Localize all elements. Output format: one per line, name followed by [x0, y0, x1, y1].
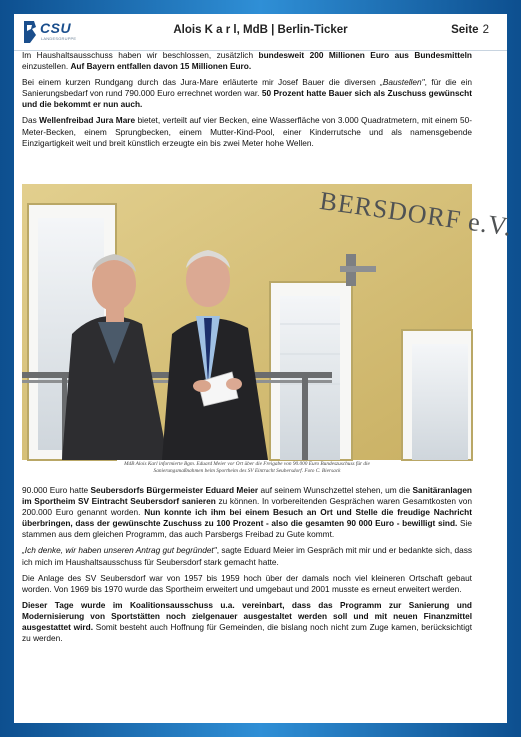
- photo-caption-line-1: MdB Alois Karl informierte Bgm. Eduard Meier vor Ort über die Freigabe von 90.000 Euro Bundeszuschuss für die: [124, 461, 370, 467]
- page-label: Seite: [451, 24, 479, 36]
- page-header: [14, 14, 507, 51]
- article-text-bottom: [22, 485, 472, 649]
- newsletter-title: Alois K a r l, MdB | Berlin-Ticker: [173, 24, 348, 36]
- page-number: 2: [482, 24, 489, 36]
- text-run: einzustellen.: [22, 61, 71, 72]
- bold-text: 50 Prozent hatte Bauer sich als Zuschuss gewünscht und die bekommt er nun auch.: [22, 88, 473, 110]
- text-run: , sagte Eduard Meier im Gespräch mit mir und er bedankte sich, dass ich mich im Haushaltsausschuss für Seubersdorf stark gemacht hatte.: [22, 545, 473, 567]
- article-paragraph: [22, 485, 472, 540]
- text-run: Somit besteht auch Hoffnung für Gemeinden, die bislang noch nicht zum Zuge kamen, berücksichtigt zu werden.: [22, 622, 472, 644]
- bold-text: Auf Bayern entfallen davon 15 Millionen Euro.: [70, 61, 252, 72]
- article-paragraph: [22, 600, 472, 644]
- text-run: Im Haushaltsausschuss haben wir beschlossen, zusätzlich: [22, 50, 259, 60]
- page-indicator: [451, 24, 489, 36]
- photo-caption: [22, 461, 472, 475]
- bold-text: Nun konnte ich ihm bei einem Besuch an Ort und Stelle die freudige Nachricht überbringen, dass der gewünschte Zuschuss zu 100 Prozent - also die gesamten 90 000 Euro - bewilligt sind.: [22, 507, 473, 529]
- article-photo: [22, 184, 514, 460]
- text-run: bietet, verteilt auf vier Becken, eine Wasserfläche von 3.000 Quadratmetern, mit einem 50-Meter-Becken, einem Sprungbecken, einem Mutter-Kind-Pool, einer Kinderrutsche und als namensgebende Einzigartigkeit weit und breit künstlich erzeugte ein bis zwei Meter hohe Wellen.: [22, 115, 472, 148]
- article-paragraph: [22, 115, 472, 148]
- bold-text: Wellenfreibad Jura Mare: [39, 115, 136, 126]
- text-run: Sie stammen aus dem gleichen Programm, das auch Parsbergs Freibad zu Gute kommt.: [22, 518, 472, 540]
- photo-caption-line-2: Sanierungsmaßnahmen beim Sportheim des SV Eintracht Seubersdorf. Foto C. Biersack: [153, 468, 341, 474]
- italic-text: „Ich denke, wir haben unseren Antrag gut begründet": [22, 545, 217, 556]
- article-paragraph: [22, 50, 472, 72]
- text-run: zu können. In vorbereitenden Gesprächen waren Gesamtkosten von 200.000 Euro genannt worden.: [22, 496, 472, 518]
- text-run: auf seinem Wunschzettel stehen, um die: [258, 485, 413, 495]
- italic-text: „Baustellen": [380, 77, 425, 88]
- text-run: 90.000 Euro hatte: [22, 485, 91, 495]
- text-run: Das: [22, 115, 40, 126]
- bold-text: Seubersdorfs Bürgermeister Eduard Meier: [90, 485, 259, 495]
- article-paragraph: [22, 573, 472, 595]
- bold-text: Dieser Tage wurde im Koalitionsausschuss u.a. vereinbart, dass das Programm zur Sanierung und Modernisierung von Sportstätten noch zielgenauer ausgestaltet werden soll und mit neuen Finanzmittel ausgestattet wird.: [22, 599, 472, 633]
- text-run: Die Anlage des SV Seubersdorf war von 1957 bis 1959 hoch über der damals noch viel kleineren Ortschaft gebaut worden. Von 1969 bis 1970 wurde das Sportheim erweitert und umgebaut und 2001 musste es erneut erweitert werden.: [22, 572, 472, 594]
- article-paragraph: [22, 77, 472, 110]
- bold-text: Sanitäranlagen im Sportheim SV Eintracht Seubersdorf sanieren: [22, 485, 472, 507]
- bold-text: bundesweit 200 Millionen Euro aus Bundesmitteln: [258, 50, 472, 60]
- logo-text: CSU: [40, 20, 72, 36]
- text-run: Bei einem kurzen Rundgang durch das Jura-Mare erläuterte mir Josef Bauer die diversen: [22, 77, 381, 88]
- wall-sign-text: BERSDORF e.V.: [317, 186, 514, 242]
- logo-subtext: LANDESGRUPPE: [41, 36, 77, 41]
- article-text-top: [22, 50, 472, 154]
- article-paragraph: [22, 545, 472, 567]
- text-run: , für die ein Sanierungsbedarf von rund 790.000 Euro errechnet worden war.: [22, 77, 472, 99]
